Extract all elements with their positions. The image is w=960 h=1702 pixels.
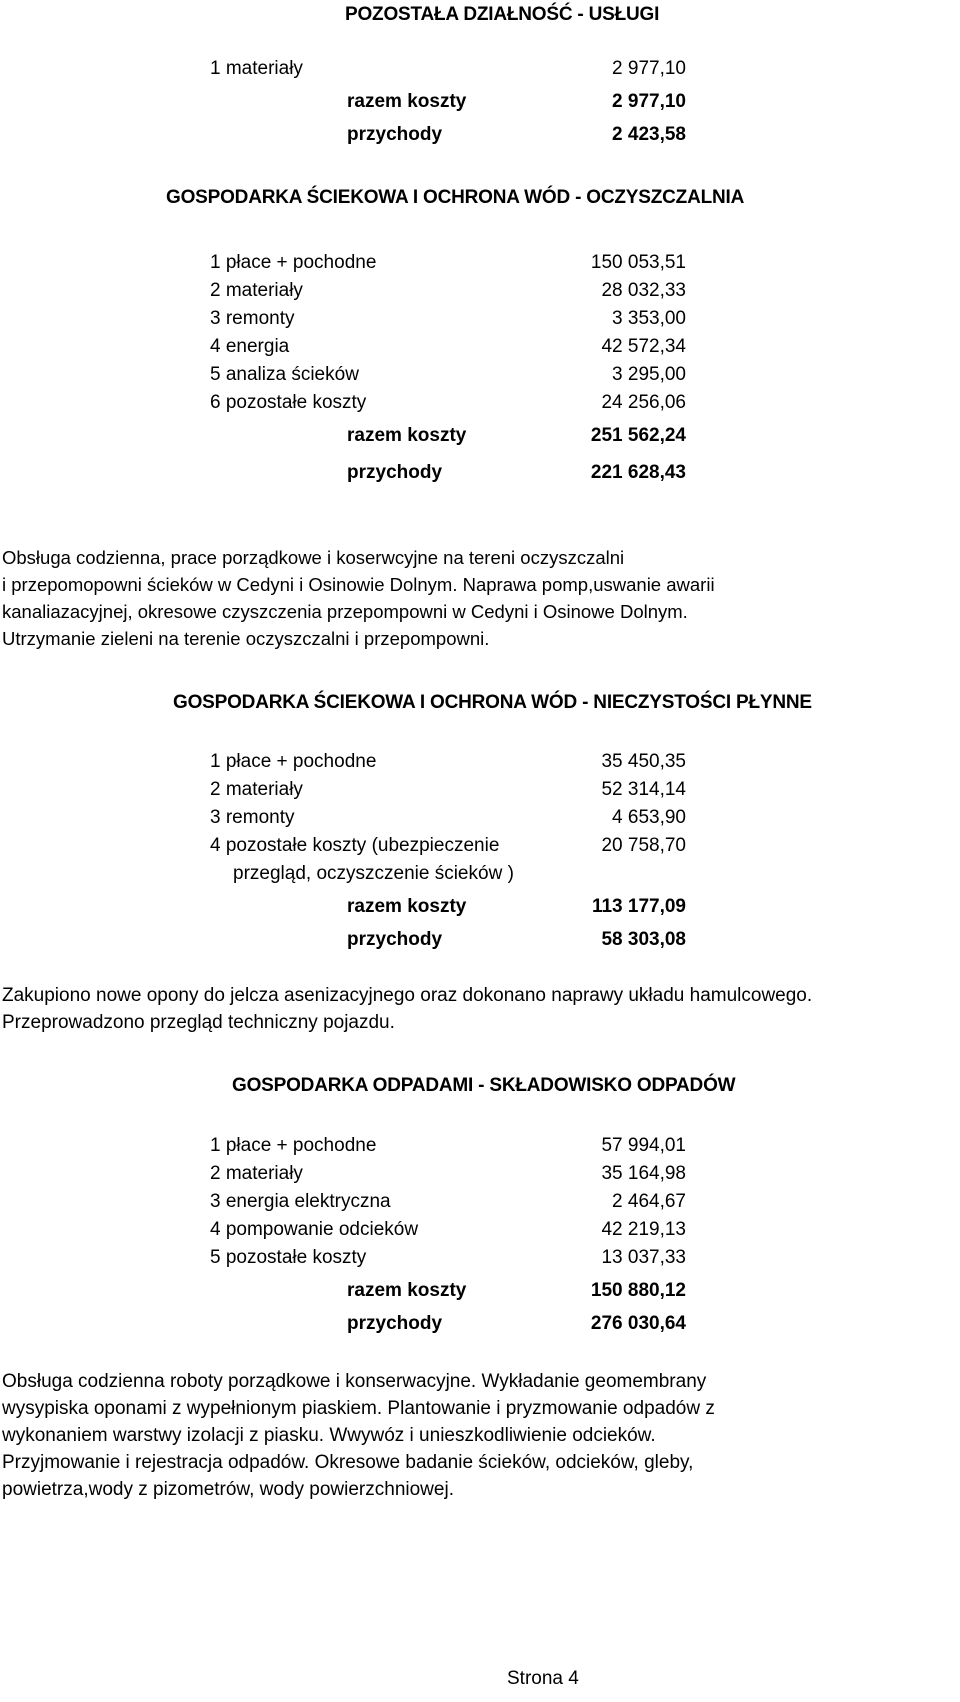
revenue-label: przychody [347,462,443,483]
total-costs-label: razem koszty [347,91,467,112]
cost-item-value: 150 053,51 [590,252,686,273]
description-line: wysypiska oponami z wypełnionym piaskiem. Plantowanie i pryzmowanie odpadów z [2,1398,715,1419]
revenue-value: 2 423,58 [612,124,686,145]
page-number: Strona 4 [507,1668,579,1689]
cost-item-label: 1 materiały [210,58,303,79]
revenue-value: 276 030,64 [590,1313,686,1334]
cost-item-value: 42 572,34 [601,336,686,357]
cost-item-value: 42 219,13 [601,1219,686,1240]
cost-item-label: 1 płace + pochodne [210,1135,377,1156]
cost-item-label: 4 pozostałe koszty (ubezpieczenie [210,835,500,856]
cost-item-value: 13 037,33 [601,1247,686,1268]
cost-item-label: 6 pozostałe koszty [210,392,367,413]
cost-item-value: 24 256,06 [601,392,686,413]
cost-item-value: 3 353,00 [612,308,686,329]
cost-item-label: 2 materiały [210,1163,303,1184]
total-costs-label: razem koszty [347,425,467,446]
cost-item-value: 20 758,70 [601,835,686,856]
description-line: wykonaniem warstwy izolacji z piasku. Wwywóz i unieszkodliwienie odcieków. [2,1425,656,1446]
section-heading-uslugi: POZOSTAŁA DZIAŁNOŚĆ - USŁUGI [345,4,660,25]
description-line: Przyjmowanie i rejestracja odpadów. Okresowe badanie ścieków, odcieków, gleby, [2,1452,694,1473]
cost-item-label: 5 analiza ścieków [210,364,359,385]
total-costs-value: 2 977,10 [612,91,686,112]
total-costs-label: razem koszty [347,896,467,917]
cost-item-label: 5 pozostałe koszty [210,1247,367,1268]
total-costs-value: 150 880,12 [590,1280,686,1301]
cost-item-label: 2 materiały [210,779,303,800]
description-line: Zakupiono nowe opony do jelcza asenizacyjnego oraz dokonano naprawy układu hamulcowego. [2,985,813,1006]
cost-item-value: 57 994,01 [601,1135,686,1156]
cost-item-value: 3 295,00 [612,364,686,385]
section-heading-nieczystosci: GOSPODARKA ŚCIEKOWA I OCHRONA WÓD - NIECZYSTOŚCI PŁYNNE [173,692,812,713]
revenue-label: przychody [347,1313,443,1334]
cost-item-label: 1 płace + pochodne [210,751,377,772]
description-line: Przeprowadzono przegląd techniczny pojazdu. [2,1012,395,1033]
cost-item-value: 2 464,67 [612,1191,686,1212]
cost-item-label: 3 energia elektryczna [210,1191,391,1212]
cost-item-label: 4 energia [210,336,290,357]
revenue-label: przychody [347,929,443,950]
revenue-value: 58 303,08 [601,929,686,950]
description-line: Obsługa codzienna roboty porządkowe i konserwacyjne. Wykładanie geomembrany [2,1371,707,1392]
cost-item-value: 35 450,35 [601,751,686,772]
total-costs-value: 251 562,24 [590,425,686,446]
cost-item-label: 3 remonty [210,807,295,828]
cost-item-value: 2 977,10 [612,58,686,79]
cost-item-label: 4 pompowanie odcieków [210,1219,419,1240]
section-heading-oczyszczalnia: GOSPODARKA ŚCIEKOWA I OCHRONA WÓD - OCZYSZCZALNIA [166,187,745,208]
section-heading-odpady: GOSPODARKA ODPADAMI - SKŁADOWISKO ODPADÓW [232,1075,736,1096]
total-costs-label: razem koszty [347,1280,467,1301]
cost-item-value: 52 314,14 [601,779,686,800]
description-line: Utrzymanie zieleni na terenie oczyszczalni i przepompowni. [2,628,490,649]
revenue-label: przychody [347,124,443,145]
cost-item-label: 2 materiały [210,280,303,301]
cost-item-label: 1 płace + pochodne [210,252,377,273]
cost-item-continuation: przegląd, oczyszczenie ścieków ) [233,863,514,884]
cost-item-value: 35 164,98 [601,1163,686,1184]
revenue-value: 221 628,43 [590,462,686,483]
cost-item-label: 3 remonty [210,308,295,329]
description-line: Obsługa codzienna, prace porządkowe i koserwcyjne na tereni oczyszczalni [2,547,625,568]
description-line: i przepomopowni ścieków w Cedyni i Osinowie Dolnym. Naprawa pomp,uswanie awarii [2,574,715,595]
description-line: powietrza,wody z pizometrów, wody powierzchniowej. [2,1479,454,1500]
cost-item-value: 4 653,90 [612,807,686,828]
description-line: kanaliazacyjnej, okresowe czyszczenia przepompowni w Cedyni i Osinowe Dolnym. [2,601,688,622]
cost-item-value: 28 032,33 [601,280,686,301]
total-costs-value: 113 177,09 [591,896,686,917]
